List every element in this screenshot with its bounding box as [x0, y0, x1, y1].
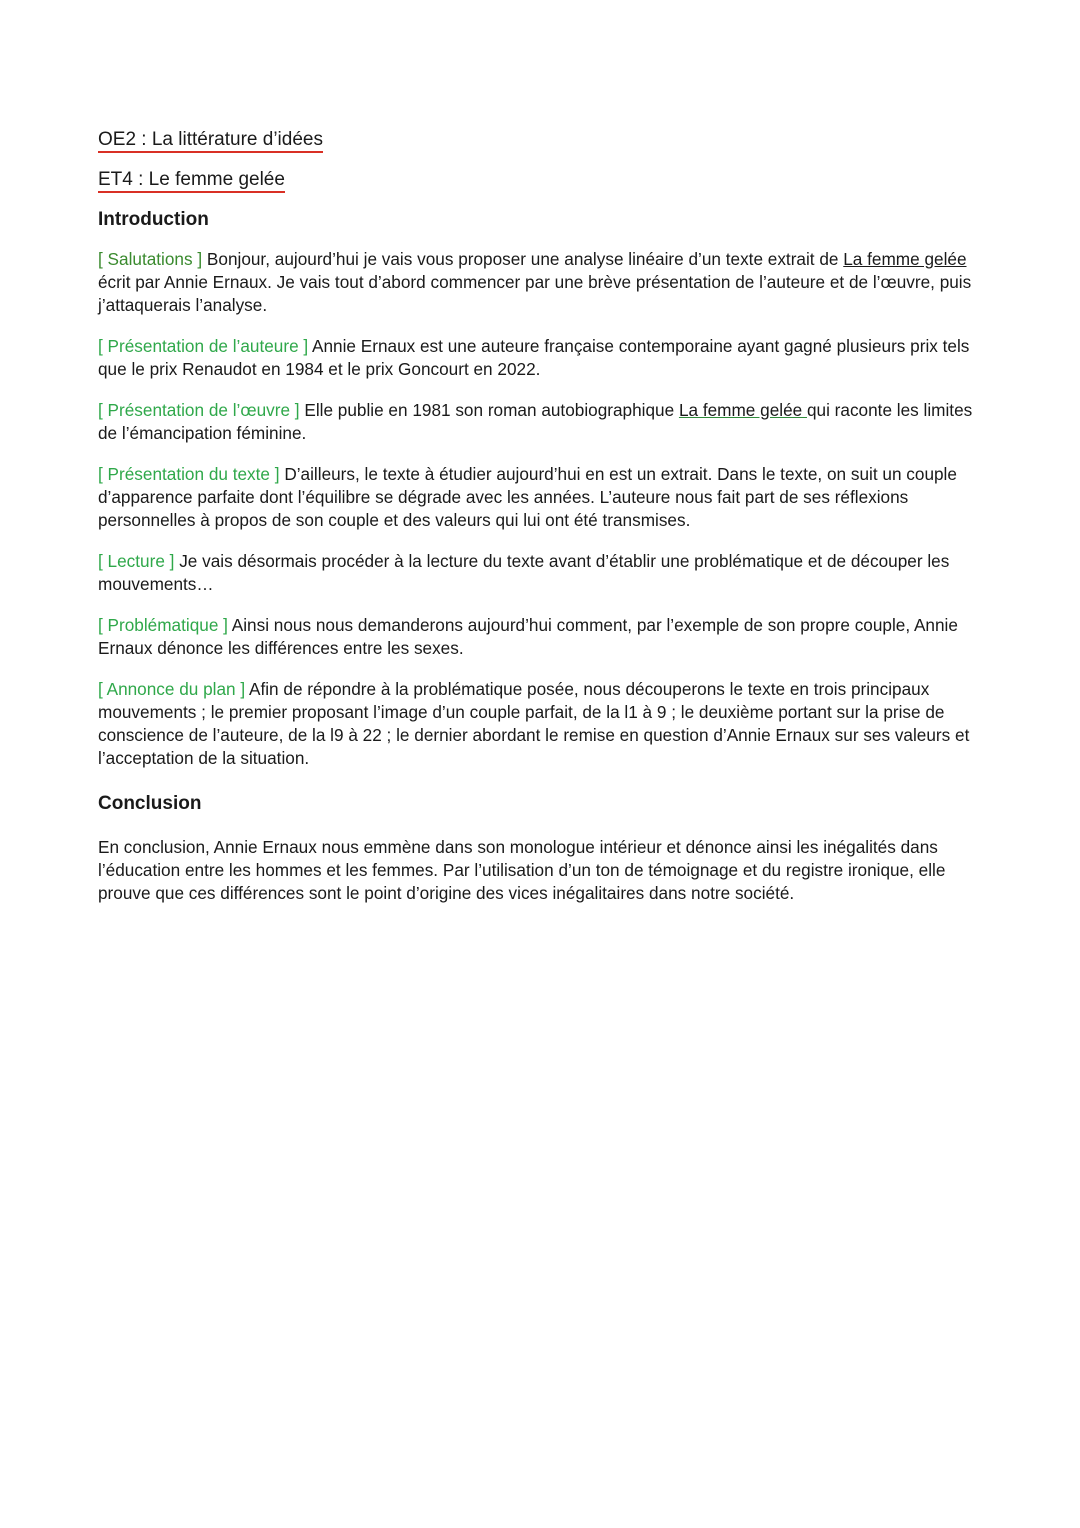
conclusion-title: Conclusion [98, 793, 202, 814]
salutations-text-before: Bonjour, aujourd’hui je vais vous proposer une analyse linéaire d’un texte extrait de [202, 249, 844, 269]
texte-text: D’ailleurs, le texte à étudier aujourd’hui en est un extrait. Dans le texte, on suit un couple d’apparence parfaite dont l’équilibre se dégrade avec les années. L’auteure nous fait part de ses réflexions personnelles à propos de son couple et des valeurs qui lui ont été transmises. [98, 464, 957, 530]
oeuvre-book-title: La femme gelée [678, 400, 807, 420]
problematique-tag: [ Problématique ] [98, 615, 228, 635]
oeuvre-tag: [ Présentation de l’œuvre ] [98, 400, 300, 420]
conclusion-paragraph: En conclusion, Annie Ernaux nous emmène dans son monologue intérieur et dénonce ainsi les inégalités dans l’éducation entre les hommes et les femmes. Par l’utilisation d’un ton de témoignage et du registre ironique, elle prouve que ces différences sont le point d’origine des vices inégalitaires dans notre société. [98, 837, 946, 903]
oe-heading [98, 128, 982, 152]
plan-paragraph [98, 678, 982, 770]
auteure-tag: [ Présentation de l’auteure ] [98, 336, 309, 356]
book-title-link: La femme gelée [843, 249, 967, 269]
et-heading [98, 168, 982, 192]
salutations-text-after: écrit par Annie Ernaux. Je vais tout d’abord commencer par une brève présentation de l’auteure et de l’œuvre, puis j’attaquerais l’analyse. [98, 272, 972, 315]
problematique-paragraph [98, 614, 982, 660]
oeuvre-text-after: qui raconte les limites de l’émancipation féminine. [98, 400, 973, 443]
document-page [98, 128, 982, 923]
lecture-tag: [ Lecture ] [98, 551, 175, 571]
texte-paragraph [98, 463, 982, 532]
texte-tag: [ Présentation du texte ] [98, 464, 280, 484]
lecture-text: Je vais désormais procéder à la lecture du texte avant d’établir une problématique et de découper les mouvements… [98, 551, 950, 594]
plan-tag: [ Annonce du plan ] [98, 679, 246, 699]
salutations-paragraph [98, 248, 982, 317]
plan-text: Afin de répondre à la problématique posée, nous découperons le texte en trois principaux mouvements ; le premier proposant l’image d’un couple parfait, de la l1 à 9 ; le deuxième portant sur la prise de conscience de l’auteure, de la l9 à 22 ; le dernier abordant le remise en question d’Annie Ernaux sur ses valeurs et l’acceptation de la situation. [98, 679, 970, 768]
oeuvre-paragraph [98, 399, 982, 445]
auteure-paragraph [98, 335, 982, 381]
et-heading-text: ET4 : Le femme gelée [98, 169, 285, 193]
oe-heading-text: OE2 : La littérature d’idées [98, 129, 323, 153]
auteure-text: Annie Ernaux est une auteure française contemporaine ayant gagné plusieurs prix tels que le prix Renaudot en 1984 et le prix Goncourt en 2022. [98, 336, 970, 379]
salutations-tag: [ Salutations ] [98, 249, 203, 269]
problematique-text: Ainsi nous nous demanderons aujourd’hui comment, par l’exemple de son propre couple, Annie Ernaux dénonce les différences entre les sexes. [98, 615, 958, 658]
oeuvre-text-before: Elle publie en 1981 son roman autobiographique [299, 400, 679, 420]
introduction-title: Introduction [98, 209, 209, 230]
lecture-paragraph [98, 550, 982, 596]
